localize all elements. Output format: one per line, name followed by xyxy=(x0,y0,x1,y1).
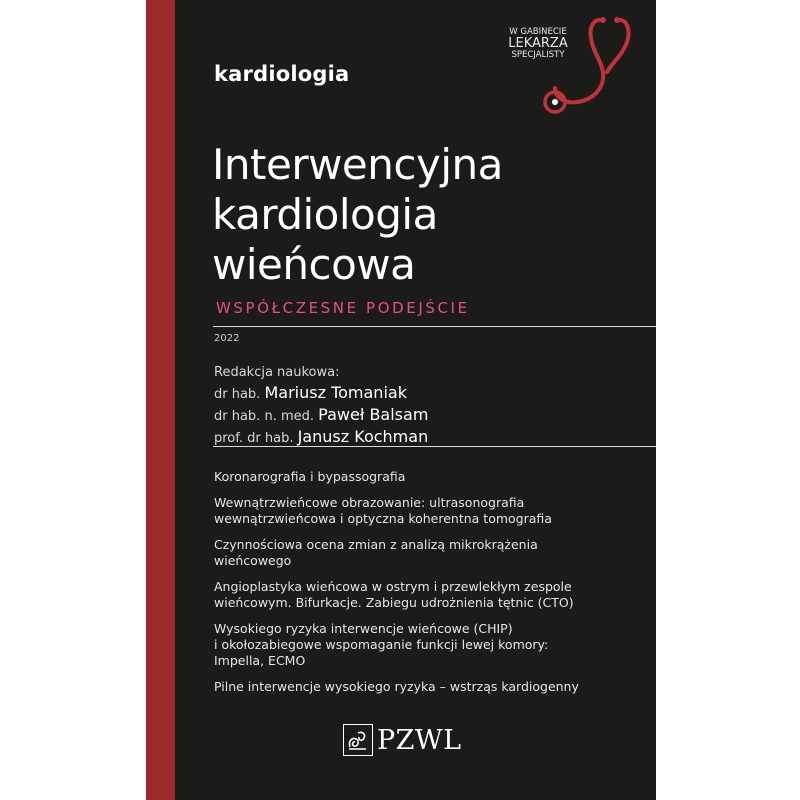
editor-title: dr hab. n. med. xyxy=(214,409,315,424)
badge-line-2: LEKARZA xyxy=(508,35,568,51)
title-line-3: wieńcowa xyxy=(212,240,416,289)
divider-middle xyxy=(213,446,656,447)
title-line-1: Interwencyjna xyxy=(212,140,503,189)
topic-item: Pilne interwencje wysokiego ryzyka – wstrząs kardiogenny xyxy=(214,679,579,694)
publisher-name: PZWL xyxy=(377,724,462,756)
editor-name: Paweł Balsam xyxy=(318,405,429,424)
topic-item: Wysokiego ryzyka interwencje wieńcowe (CHIP) i okołozabiegowe wspomaganie funkcji lewej komory: Impella, ECMO xyxy=(214,621,549,668)
editor-row xyxy=(214,405,428,427)
editor-name: Mariusz Tomaniak xyxy=(264,383,407,402)
title-line-2: kardiologia xyxy=(212,190,438,239)
editors-block xyxy=(214,363,428,449)
series-label: kardiologia xyxy=(214,62,350,86)
divider-top xyxy=(213,326,656,327)
topic-item: Czynnościowa ocena zmian z analizą mikrokrążenia wieńcowego xyxy=(214,537,538,568)
topic-item: Wewnątrzwieńcowe obrazowanie: ultrasonografia wewnątrzwieńcowa i optyczna koherentna tomografia xyxy=(214,495,552,526)
editor-title: prof. dr hab. xyxy=(214,431,294,446)
book-title xyxy=(212,140,503,290)
cover-spine-stripe xyxy=(146,0,175,800)
editor-name: Janusz Kochman xyxy=(297,427,429,446)
editors-heading: Redakcja naukowa: xyxy=(214,365,340,380)
publisher-logo xyxy=(343,724,462,756)
topic-item: Koronarografia i bypassografia xyxy=(214,469,406,484)
pzwl-logo-icon xyxy=(343,724,373,756)
editor-row xyxy=(214,383,428,405)
badge-line-1: W GABINECIE xyxy=(509,27,567,37)
series-badge xyxy=(498,28,578,59)
topics-list xyxy=(214,469,644,705)
topic-item: Angioplastyka wieńcowa w ostrym i przewlekłym zespole wieńcowym. Bifurkacje. Zabiegu udrożnienia tętnic (CTO) xyxy=(214,579,574,610)
badge-line-3: SPECJALISTY xyxy=(511,49,565,60)
publication-year: 2022 xyxy=(214,333,240,344)
editor-title: dr hab. xyxy=(214,387,261,402)
book-subtitle: WSPÓŁCZESNE PODEJŚCIE xyxy=(216,299,470,317)
book-cover xyxy=(146,0,656,800)
